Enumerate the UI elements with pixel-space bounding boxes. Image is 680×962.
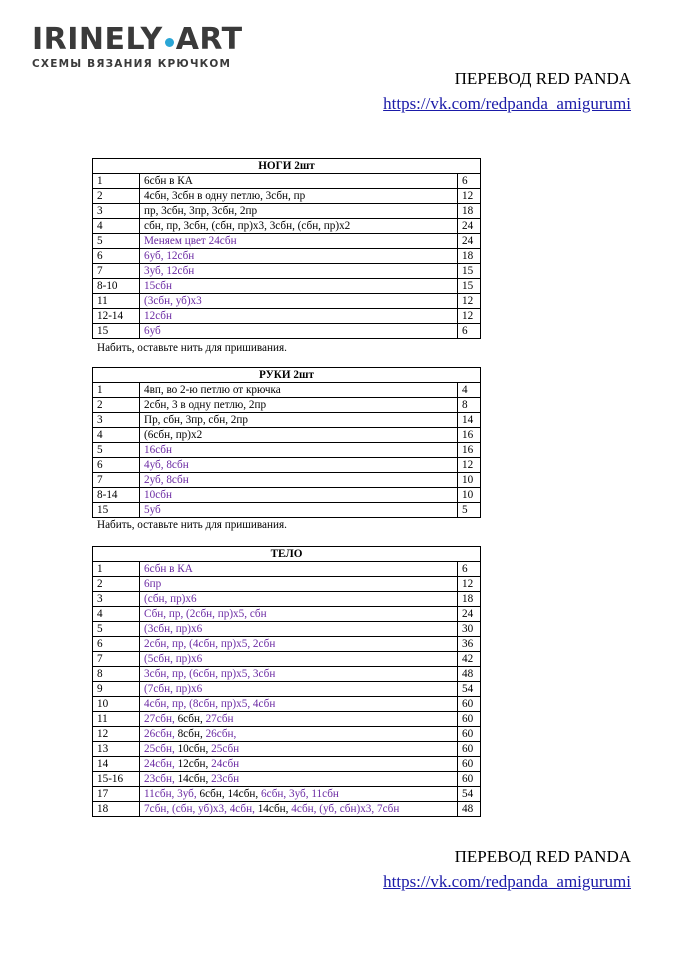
instruction-segment: 14сбн, xyxy=(177,773,212,785)
row-instruction: 6уб xyxy=(140,324,458,339)
row-instruction: 3уб, 12сбн xyxy=(140,264,458,279)
row-number: 10 xyxy=(93,697,140,712)
instruction-segment: 24сбн xyxy=(211,758,240,770)
row-instruction: 12сбн xyxy=(140,309,458,324)
row-number: 7 xyxy=(93,652,140,667)
row-stitch-count: 6 xyxy=(458,562,481,577)
row-stitch-count: 16 xyxy=(458,443,481,458)
logo-part2: ART xyxy=(175,22,243,57)
row-number: 4 xyxy=(93,219,140,234)
legs-note: Набить, оставьте нить для пришивания. xyxy=(97,342,287,354)
table-row xyxy=(93,458,481,473)
row-stitch-count: 30 xyxy=(458,622,481,637)
row-stitch-count: 10 xyxy=(458,488,481,503)
instruction-segment: 10сбн, xyxy=(177,743,212,755)
arms-table xyxy=(92,367,481,518)
instruction-segment: 6сбн, 14сбн, xyxy=(199,788,262,800)
table-row xyxy=(93,443,481,458)
row-instruction xyxy=(140,772,458,787)
table-title: НОГИ 2шт xyxy=(93,159,481,174)
table-row xyxy=(93,772,481,787)
row-number: 5 xyxy=(93,622,140,637)
row-instruction: 2сбн, пр, (4сбн, пр)х5, 2сбн xyxy=(140,637,458,652)
row-stitch-count: 4 xyxy=(458,383,481,398)
body-table xyxy=(92,546,481,817)
table-row xyxy=(93,562,481,577)
table-row xyxy=(93,473,481,488)
table-row xyxy=(93,264,481,279)
credit-link[interactable]: https://vk.com/redpanda_amigurumi xyxy=(383,872,631,891)
table-row xyxy=(93,279,481,294)
table-title: РУКИ 2шт xyxy=(93,368,481,383)
instruction-segment: 14сбн, xyxy=(257,803,292,815)
row-instruction: (3сбн, пр)х6 xyxy=(140,622,458,637)
table-row xyxy=(93,682,481,697)
row-stitch-count: 60 xyxy=(458,697,481,712)
row-instruction: 4вп, во 2-ю петлю от крючка xyxy=(140,383,458,398)
row-instruction xyxy=(140,712,458,727)
table-row xyxy=(93,697,481,712)
row-instruction: 2сбн, 3 в одну петлю, 2пр xyxy=(140,398,458,413)
table-row xyxy=(93,249,481,264)
row-instruction: 15сбн xyxy=(140,279,458,294)
row-stitch-count: 14 xyxy=(458,413,481,428)
row-number: 18 xyxy=(93,802,140,817)
row-stitch-count: 24 xyxy=(458,234,481,249)
row-instruction: Сбн, пр, (2сбн, пр)х5, сбн xyxy=(140,607,458,622)
table-row xyxy=(93,712,481,727)
row-stitch-count: 60 xyxy=(458,742,481,757)
row-number: 13 xyxy=(93,742,140,757)
row-instruction: 6сбн в КА xyxy=(140,174,458,189)
row-instruction: 6сбн в КА xyxy=(140,562,458,577)
row-stitch-count: 54 xyxy=(458,787,481,802)
logo-title xyxy=(32,24,243,56)
row-instruction: 16сбн xyxy=(140,443,458,458)
row-instruction xyxy=(140,742,458,757)
table-row xyxy=(93,294,481,309)
row-number: 14 xyxy=(93,757,140,772)
row-number: 6 xyxy=(93,637,140,652)
row-number: 6 xyxy=(93,458,140,473)
row-number: 15 xyxy=(93,503,140,518)
logo xyxy=(32,24,243,70)
credit-title: ПЕРЕВОД RED PANDA xyxy=(454,847,631,866)
table-row xyxy=(93,742,481,757)
legs-table xyxy=(92,158,481,339)
row-stitch-count: 48 xyxy=(458,667,481,682)
row-number: 2 xyxy=(93,189,140,204)
row-stitch-count: 42 xyxy=(458,652,481,667)
row-stitch-count: 24 xyxy=(458,219,481,234)
row-number: 15-16 xyxy=(93,772,140,787)
row-stitch-count: 6 xyxy=(458,324,481,339)
table-row xyxy=(93,727,481,742)
row-instruction: 3сбн, пр, (6сбн, пр)х5, 3сбн xyxy=(140,667,458,682)
row-stitch-count: 60 xyxy=(458,772,481,787)
row-instruction: 4уб, 8сбн xyxy=(140,458,458,473)
row-stitch-count: 18 xyxy=(458,592,481,607)
row-stitch-count: 16 xyxy=(458,428,481,443)
row-instruction xyxy=(140,757,458,772)
table-row xyxy=(93,324,481,339)
row-instruction: 2уб, 8сбн xyxy=(140,473,458,488)
table-row xyxy=(93,757,481,772)
row-number: 11 xyxy=(93,294,140,309)
credit-link[interactable]: https://vk.com/redpanda_amigurumi xyxy=(383,94,631,113)
table-row xyxy=(93,592,481,607)
row-instruction: 6пр xyxy=(140,577,458,592)
table-row xyxy=(93,309,481,324)
row-instruction: Меняем цвет 24сбн xyxy=(140,234,458,249)
row-number: 17 xyxy=(93,787,140,802)
credit-bottom xyxy=(383,844,631,894)
row-stitch-count: 18 xyxy=(458,204,481,219)
row-stitch-count: 15 xyxy=(458,279,481,294)
instruction-segment: 11сбн, 3уб, xyxy=(144,788,200,800)
table-row xyxy=(93,652,481,667)
table-row xyxy=(93,488,481,503)
row-instruction xyxy=(140,802,458,817)
instruction-segment: 25сбн, xyxy=(144,743,178,755)
instruction-segment: 27сбн, xyxy=(144,713,178,725)
row-number: 5 xyxy=(93,234,140,249)
row-number: 9 xyxy=(93,682,140,697)
table-row xyxy=(93,219,481,234)
instruction-segment: 26сбн, xyxy=(205,728,237,740)
row-stitch-count: 5 xyxy=(458,503,481,518)
table-row xyxy=(93,189,481,204)
instruction-segment: 23сбн, xyxy=(144,773,178,785)
instruction-segment: 26сбн, xyxy=(144,728,178,740)
table-row xyxy=(93,787,481,802)
row-instruction xyxy=(140,787,458,802)
table-row xyxy=(93,204,481,219)
row-instruction: (сбн, пр)х6 xyxy=(140,592,458,607)
table-title: ТЕЛО xyxy=(93,547,481,562)
row-number: 15 xyxy=(93,324,140,339)
instruction-segment: 4сбн, (уб, сбн)х3, 7сбн xyxy=(291,803,400,815)
row-number: 5 xyxy=(93,443,140,458)
row-stitch-count: 24 xyxy=(458,607,481,622)
row-number: 12 xyxy=(93,727,140,742)
row-stitch-count: 6 xyxy=(458,174,481,189)
row-number: 1 xyxy=(93,383,140,398)
table-row xyxy=(93,802,481,817)
row-instruction: (6сбн, пр)х2 xyxy=(140,428,458,443)
instruction-segment: 8сбн, xyxy=(177,728,206,740)
arms-note: Набить, оставьте нить для пришивания. xyxy=(97,519,287,531)
row-number: 1 xyxy=(93,562,140,577)
instruction-segment: 12сбн, xyxy=(177,758,212,770)
credit-title: ПЕРЕВОД RED PANDA xyxy=(454,69,631,88)
row-instruction: 10сбн xyxy=(140,488,458,503)
logo-part1: IRINELY xyxy=(32,22,163,57)
row-stitch-count: 48 xyxy=(458,802,481,817)
row-number: 2 xyxy=(93,398,140,413)
row-stitch-count: 18 xyxy=(458,249,481,264)
row-number: 12-14 xyxy=(93,309,140,324)
row-stitch-count: 8 xyxy=(458,398,481,413)
row-instruction: 5уб xyxy=(140,503,458,518)
instruction-segment: 6сбн, xyxy=(177,713,206,725)
row-instruction: (7сбн, пр)х6 xyxy=(140,682,458,697)
table-row xyxy=(93,667,481,682)
table-row xyxy=(93,413,481,428)
row-stitch-count: 60 xyxy=(458,712,481,727)
table-row xyxy=(93,607,481,622)
row-stitch-count: 60 xyxy=(458,757,481,772)
row-number: 3 xyxy=(93,592,140,607)
logo-dot-icon xyxy=(165,38,174,47)
row-number: 11 xyxy=(93,712,140,727)
row-stitch-count: 15 xyxy=(458,264,481,279)
row-instruction: (5сбн, пр)х6 xyxy=(140,652,458,667)
table-row xyxy=(93,174,481,189)
row-number: 4 xyxy=(93,607,140,622)
row-number: 6 xyxy=(93,249,140,264)
row-stitch-count: 12 xyxy=(458,577,481,592)
row-stitch-count: 12 xyxy=(458,458,481,473)
logo-subtitle: СХЕМЫ ВЯЗАНИЯ КРЮЧКОМ xyxy=(32,58,232,70)
table-row xyxy=(93,234,481,249)
table-row xyxy=(93,622,481,637)
row-stitch-count: 10 xyxy=(458,473,481,488)
row-number: 3 xyxy=(93,204,140,219)
row-instruction: 4сбн, 3сбн в одну петлю, 3сбн, пр xyxy=(140,189,458,204)
row-stitch-count: 12 xyxy=(458,189,481,204)
row-stitch-count: 54 xyxy=(458,682,481,697)
row-instruction: Пр, сбн, 3пр, сбн, 2пр xyxy=(140,413,458,428)
table-row xyxy=(93,428,481,443)
table-row xyxy=(93,637,481,652)
row-number: 2 xyxy=(93,577,140,592)
row-number: 7 xyxy=(93,473,140,488)
row-number: 8-14 xyxy=(93,488,140,503)
row-instruction: 6уб, 12сбн xyxy=(140,249,458,264)
credit-top xyxy=(383,66,631,116)
row-instruction xyxy=(140,727,458,742)
row-number: 3 xyxy=(93,413,140,428)
instruction-segment: 23сбн xyxy=(211,773,240,785)
row-number: 4 xyxy=(93,428,140,443)
instruction-segment: 25сбн xyxy=(211,743,240,755)
row-number: 1 xyxy=(93,174,140,189)
instruction-segment: 7сбн, (сбн, уб)х3, 4сбн, xyxy=(144,803,258,815)
row-instruction: пр, 3сбн, 3пр, 3сбн, 2пр xyxy=(140,204,458,219)
row-instruction: сбн, пр, 3сбн, (сбн, пр)х3, 3сбн, (сбн, пр)х2 xyxy=(140,219,458,234)
table-row xyxy=(93,503,481,518)
table-row xyxy=(93,398,481,413)
instruction-segment: 27сбн xyxy=(205,713,234,725)
instruction-segment: 24сбн, xyxy=(144,758,178,770)
row-number: 8 xyxy=(93,667,140,682)
table-row xyxy=(93,383,481,398)
row-number: 8-10 xyxy=(93,279,140,294)
row-instruction: 4сбн, пр, (8сбн, пр)х5, 4сбн xyxy=(140,697,458,712)
row-stitch-count: 12 xyxy=(458,309,481,324)
table-row xyxy=(93,577,481,592)
row-instruction: (3сбн, уб)х3 xyxy=(140,294,458,309)
row-stitch-count: 36 xyxy=(458,637,481,652)
row-number: 7 xyxy=(93,264,140,279)
instruction-segment: 6сбн, 3уб, 11сбн xyxy=(261,788,339,800)
row-stitch-count: 60 xyxy=(458,727,481,742)
row-stitch-count: 12 xyxy=(458,294,481,309)
